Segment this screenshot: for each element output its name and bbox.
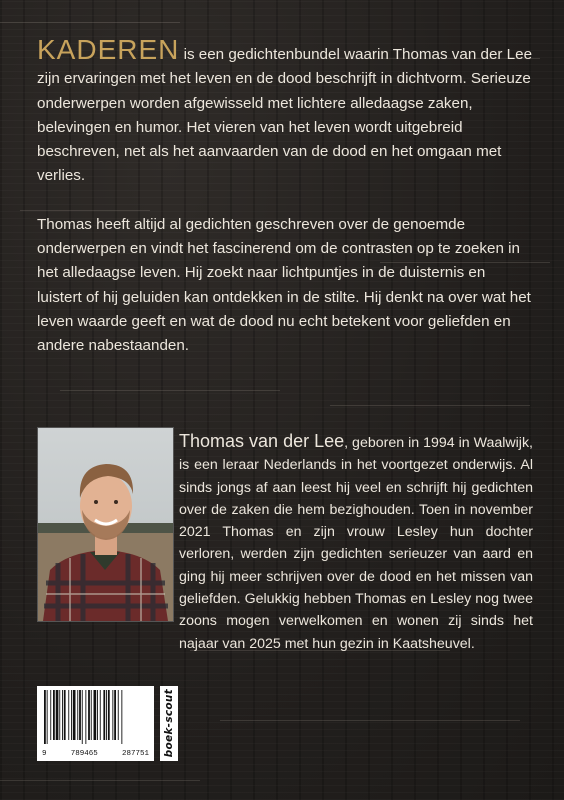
barcode-bar bbox=[73, 690, 76, 740]
blurb-paragraph-2: Thomas heeft altijd al gedichten geschreven over de genoemde onderwerpen en vindt het fascinerend om de contrasten op te zoeken in het alledaagse leven. Hij zoekt naar lichtpuntjes in de duisternis en luistert of hij geluiden kan ontdekken in de stilte. Hij denkt na over wat het leven waarde geeft en wat de dood nu echt betekent voor geliefden en andere nabestaanden. bbox=[37, 215, 531, 355]
blurb bbox=[37, 34, 533, 383]
barcode-bar bbox=[64, 690, 66, 740]
barcode-digits-left: 789465 bbox=[70, 750, 98, 758]
barcode-bar bbox=[44, 690, 46, 744]
barcode-bar bbox=[59, 690, 60, 740]
blurb-paragraph-1-text: is een gedichtenbundel waarin Thomas van der Lee zijn ervaringen met het leven en de dood beschrijft in dichtvorm. Serieuze onderwerpen worden afgewisseld met lichtere alledaagse zaken, belevingen en humor. Het vieren van het leven wordt uitgebreid beschreven, net als het aanvaarden van de dood en het omgaan met verlies. bbox=[37, 46, 533, 185]
publisher-logo bbox=[160, 686, 178, 761]
author-bio bbox=[179, 430, 533, 655]
barcode-bar bbox=[88, 690, 90, 740]
author-photo bbox=[37, 427, 174, 622]
book-title: KADEREN bbox=[37, 34, 180, 65]
barcode-bar bbox=[56, 690, 59, 740]
barcode-bar bbox=[118, 690, 119, 740]
barcode-digit-first: 9 bbox=[42, 750, 47, 758]
barcode-bar bbox=[91, 690, 92, 740]
barcode-bar bbox=[50, 690, 51, 740]
barcode-bar bbox=[100, 690, 101, 740]
barcode-bar bbox=[47, 690, 48, 744]
barcode-bar bbox=[62, 690, 63, 740]
barcode-bar bbox=[97, 690, 98, 740]
author-bio-text: , geboren in 1994 in Waalwijk, is een leraar Nederlands in het voortgezet onderwijs. Al sinds jongs af aan leest hij veel en schrijft hij gedichten over de zaken die hem bezighouden. Toen in november 2021 Thomas en zijn vrouw Lesley hun dochter verloren, werden zijn gedichten serieuzer van aard en ging hij meer schrijven over de dood en het missen van geliefden. Gelukkig hebben Thomas en Lesley nog twee zoons mogen verwelkomen en wonen zij sinds het najaar van 2025 met hun gezin in Kaatsheuvel. bbox=[179, 435, 533, 652]
barcode-bar bbox=[103, 690, 105, 740]
barcode-digits-right: 287751 bbox=[121, 750, 149, 758]
barcode-bar bbox=[94, 690, 97, 740]
publisher-logo-text: boek-scout bbox=[163, 689, 175, 758]
barcode-bar bbox=[77, 690, 78, 740]
barcode-bar bbox=[114, 690, 116, 740]
barcode-bar bbox=[108, 690, 110, 740]
barcode-bar bbox=[71, 690, 72, 740]
barcode-bar bbox=[85, 690, 86, 744]
barcode-bars bbox=[42, 690, 149, 744]
barcode-bar bbox=[68, 690, 69, 740]
barcode-bar bbox=[112, 690, 113, 740]
author-name: Thomas van der Lee bbox=[179, 431, 345, 451]
barcode-bar bbox=[53, 690, 55, 740]
barcode-bar bbox=[121, 690, 122, 744]
barcode-bar bbox=[82, 690, 83, 744]
isbn-barcode bbox=[37, 686, 154, 761]
blurb-paragraph-1 bbox=[37, 34, 533, 189]
barcode-bar bbox=[79, 690, 81, 740]
author-portrait-image bbox=[38, 428, 173, 621]
barcode-digits bbox=[42, 750, 149, 758]
barcode-bar bbox=[106, 690, 107, 740]
